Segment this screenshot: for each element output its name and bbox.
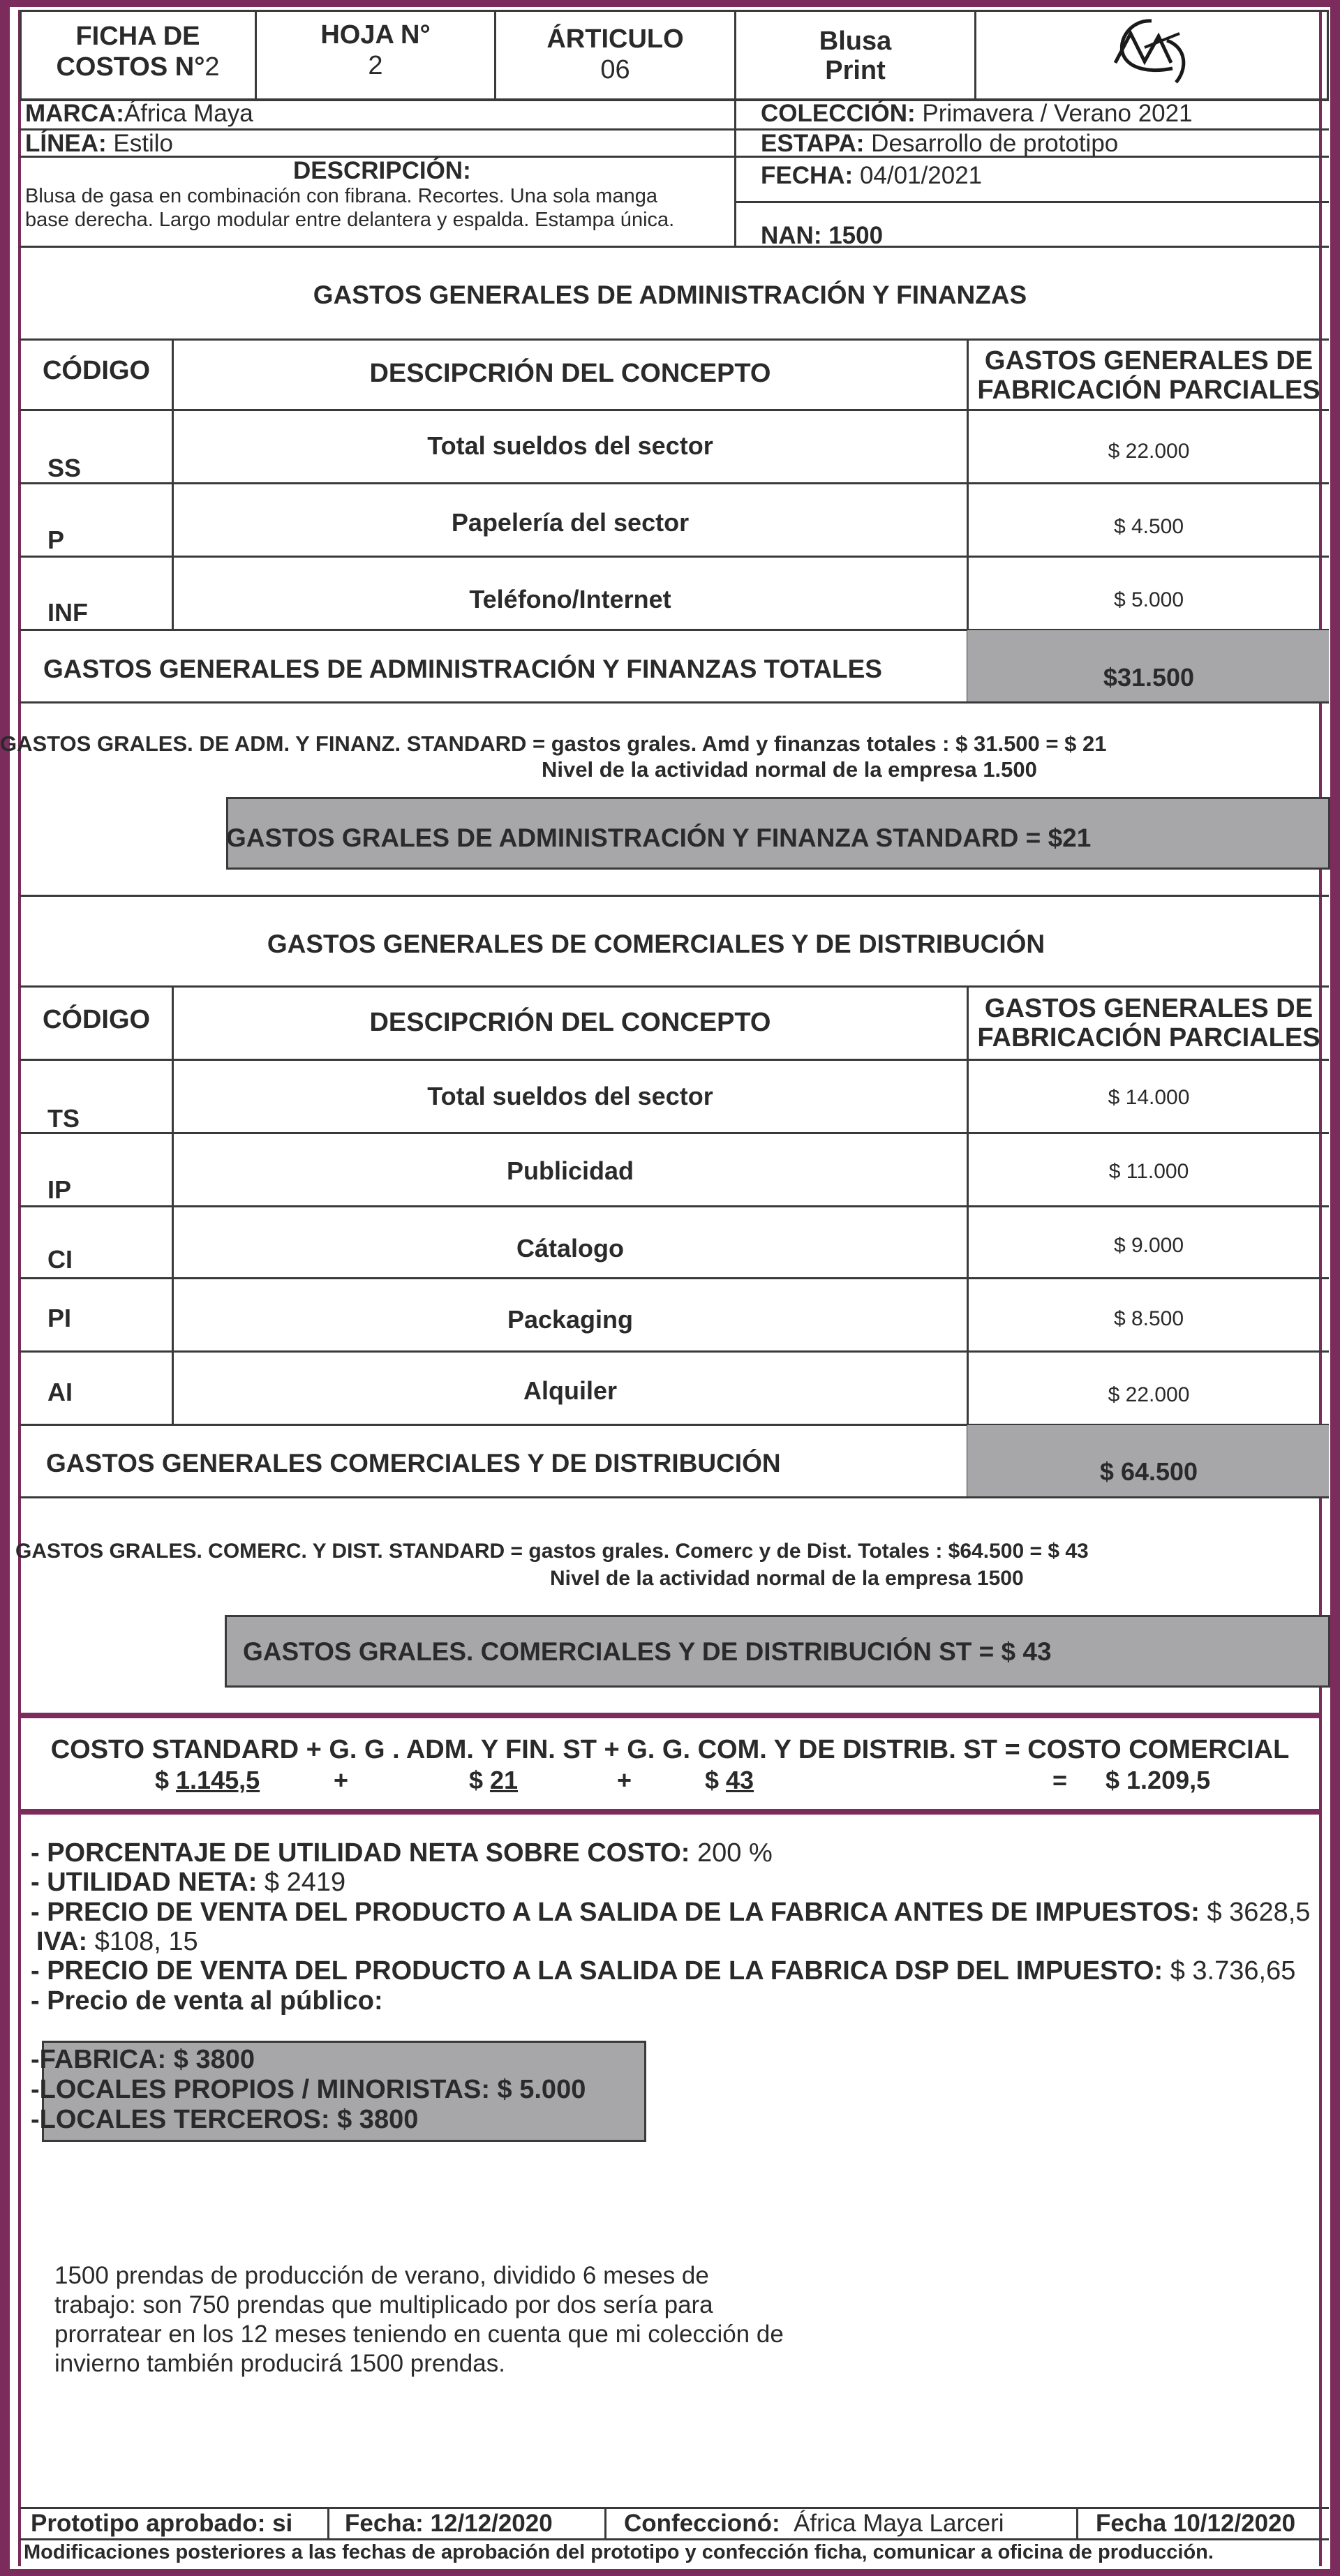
costo-v2: $ 21: [469, 1766, 519, 1794]
admin-col-code: CÓDIGO: [42, 356, 151, 385]
costo-plus: +: [617, 1766, 632, 1794]
divider: [20, 338, 1329, 341]
iva-value: $108, 15: [94, 1927, 198, 1956]
descripcion-line1: Blusa de gasa en combinación con fibrana. Recortes. Una sola manga: [25, 185, 657, 207]
ficha-line1: FICHA DE: [75, 22, 200, 51]
articulo-cell: [496, 24, 734, 85]
precio-publico-label: - Precio de venta al público:: [31, 1986, 383, 2016]
hoja-label: HOJA N°: [320, 20, 431, 50]
confecciono-label: Confeccionó:: [624, 2510, 780, 2537]
comercial-total-label: GASTOS GENERALES COMERCIALES Y DE DISTRIBUCIÓN: [46, 1449, 781, 1477]
costo-plus: +: [334, 1766, 349, 1794]
divider: [20, 1059, 1329, 1061]
precio-dsp-value: $ 3.736,65: [1170, 1956, 1296, 1986]
admin-row-code: P: [47, 526, 65, 554]
comercial-row-code: IP: [47, 1175, 72, 1204]
confecciono-value: África Maya Larceri: [794, 2510, 1004, 2537]
linea-value: Estilo: [113, 130, 173, 157]
costo-formula: COSTO STANDARD + G. G . ADM. Y FIN. ST + G. G. COM. Y DE DISTRIB. ST = COSTO COMERCIAL: [50, 1735, 1290, 1764]
costo-v1: $ 1.145,5: [155, 1766, 260, 1794]
divider: [604, 2507, 606, 2539]
utilidad-pct-label: - PORCENTAJE DE UTILIDAD NETA SOBRE COSTO:: [31, 1838, 690, 1868]
section-divider: [18, 1713, 1322, 1718]
precio-antes-value: $ 3628,5: [1207, 1898, 1311, 1927]
comercial-row-amount: $ 22.000: [1108, 1383, 1190, 1406]
iva-line: [36, 1926, 198, 1957]
admin-row-code: SS: [47, 454, 82, 482]
descripcion-line2: base derecha. Largo modular entre delantera y espalda. Estampa única.: [25, 209, 675, 231]
admin-row-amount: $ 5.000: [1113, 588, 1184, 611]
comercial-row-desc: Packaging: [507, 1305, 634, 1334]
costo-v2-value: 21: [490, 1766, 519, 1794]
footer-notice: Modificaciones posteriores a las fechas de aprobación del prototipo y confección ficha, comunicar a oficina de producción.: [24, 2541, 1214, 2563]
divider: [20, 409, 1329, 411]
coleccion-value: Primavera / Verano 2021: [922, 100, 1193, 127]
divider: [734, 201, 1329, 203]
articulo-value: 06: [600, 55, 630, 84]
coleccion-field: [761, 100, 1193, 128]
comercial-col-code: CÓDIGO: [42, 1005, 151, 1034]
retail-locales-propios-text: LOCALES PROPIOS / MINORISTAS: $ 5.000: [39, 2075, 586, 2104]
comercial-row-code: AI: [47, 1378, 73, 1406]
divider: [327, 2507, 329, 2539]
fecha-field: [761, 162, 982, 190]
costo-v3: $ 43: [705, 1766, 754, 1794]
admin-col-amount-line2: FABRICACIÓN PARCIALES: [977, 375, 1320, 405]
comercial-row-amount: $ 8.500: [1113, 1307, 1184, 1330]
comercial-row-code: PI: [47, 1304, 72, 1332]
linea-label: LÍNEA:: [25, 130, 107, 157]
admin-row-desc: Papelería del sector: [451, 508, 690, 537]
ficha-line2: [21, 52, 255, 82]
divider: [20, 1496, 1329, 1498]
admin-row-desc: Total sueldos del sector: [427, 431, 713, 460]
admin-row-code: INF: [47, 598, 88, 627]
precio-dsp-line: [31, 1956, 1295, 1986]
divider: [20, 895, 1329, 897]
etapa-value: Desarrollo de prototipo: [871, 130, 1119, 157]
comercial-col-amount-line1: GASTOS GENERALES DE: [984, 994, 1313, 1023]
comercial-formula-line2: Nivel de la actividad normal de la empresa 1500: [550, 1567, 1024, 1590]
iva-label: IVA:: [36, 1927, 88, 1956]
linea-field: [25, 130, 173, 158]
comercial-col-amount: [969, 994, 1329, 1052]
divider: [20, 128, 1329, 131]
precio-dsp-label: - PRECIO DE VENTA DEL PRODUCTO A LA SALIDA DE LA FABRICA DSP DEL IMPUESTO:: [31, 1956, 1163, 1986]
divider: [20, 156, 1329, 158]
divider: [734, 99, 736, 247]
marca-label: MARCA:: [25, 100, 124, 127]
comercial-section-title: GASTOS GENERALES DE COMERCIALES Y DE DISTRIBUCIÓN: [267, 930, 1045, 958]
comercial-row-desc: Alquiler: [523, 1376, 617, 1405]
admin-formula-line2: Nivel de la actividad normal de la empresa 1.500: [542, 757, 1037, 782]
divider: [20, 482, 1329, 484]
divider: [20, 246, 1329, 248]
comercial-row-amount: $ 9.000: [1113, 1234, 1184, 1257]
comercial-col-amount-line2: FABRICACIÓN PARCIALES: [977, 1023, 1320, 1052]
divider: [974, 10, 976, 100]
comercial-row-code: TS: [47, 1104, 80, 1133]
utilidad-value: $ 2419: [264, 1868, 346, 1897]
divider: [20, 2538, 1329, 2540]
costo-v1-value: 1.145,5: [176, 1766, 260, 1794]
confecciono-field: [624, 2510, 1004, 2538]
divider: [20, 1350, 1329, 1353]
nan-field: NAN: 1500: [761, 222, 884, 249]
admin-section-title: GASTOS GENERALES DE ADMINISTRACIÓN Y FINANZAS: [313, 281, 1027, 309]
comercial-row-desc: Total sueldos del sector: [427, 1082, 713, 1110]
section-divider: [18, 1809, 1322, 1815]
ficha-cell: [21, 21, 255, 82]
utilidad-pct-value: 200 %: [697, 1838, 773, 1868]
retail-locales-terceros: -LOCALES TERCEROS: $ 3800: [31, 2105, 419, 2134]
admin-col-amount: [969, 346, 1329, 405]
etapa-label: ESTAPA:: [761, 130, 865, 157]
brand-logo-icon: [1103, 13, 1207, 96]
comercial-col-desc: DESCIPCRIÓN DEL CONCEPTO: [369, 1008, 771, 1037]
comercial-row-amount: $ 11.000: [1108, 1160, 1189, 1183]
admin-formula-line1: GASTOS GRALES. DE ADM. Y FINANZ. STANDARD = gastos grales. Amd y finanzas totales : $ 31.500 = $ 21: [0, 731, 1107, 756]
divider: [20, 1277, 1329, 1279]
divider: [20, 701, 1329, 703]
etapa-field: [761, 130, 1118, 158]
fecha-label: FECHA:: [761, 162, 854, 189]
product-line1: Blusa: [819, 27, 892, 56]
divider: [20, 1132, 1329, 1134]
product-line2: Print: [825, 56, 886, 85]
retail-fabrica: -FABRICA: $ 3800: [31, 2045, 255, 2074]
divider: [20, 556, 1329, 558]
production-note: 1500 prendas de producción de verano, dividido 6 meses de trabajo: son 750 prendas que multiplicado por dos sería para prorratear en los 12 meses teniendo en cuenta que mi colección de invierno también producirá 1500 prendas.: [54, 2262, 784, 2377]
fecha-confeccion: Fecha 10/12/2020: [1096, 2510, 1296, 2537]
ficha-label: COSTOS N°: [56, 52, 205, 82]
retail-fabrica-text: FABRICA: $ 3800: [39, 2045, 255, 2074]
admin-total-value: $31.500: [1103, 663, 1195, 692]
divider: [20, 985, 1329, 988]
retail-locales-propios: -LOCALES PROPIOS / MINORISTAS: $ 5.000: [31, 2075, 586, 2104]
precio-antes-label: - PRECIO DE VENTA DEL PRODUCTO A LA SALIDA DE LA FABRICA ANTES DE IMPUESTOS:: [31, 1898, 1200, 1927]
comercial-formula-line1: GASTOS GRALES. COMERC. Y DIST. STANDARD = gastos grales. Comerc y de Dist. Totales : $64.500 = $ 43: [15, 1540, 1089, 1563]
prototipo-aprobado: Prototipo aprobado: si: [31, 2510, 293, 2537]
admin-col-desc: DESCIPCRIÓN DEL CONCEPTO: [369, 359, 771, 388]
admin-row-amount: $ 4.500: [1113, 515, 1184, 538]
fecha-aprobacion: Fecha: 12/12/2020: [345, 2510, 553, 2537]
comercial-row-desc: Cátalogo: [516, 1234, 624, 1263]
costo-v3-value: 43: [726, 1766, 754, 1794]
comercial-row-code: CI: [47, 1245, 73, 1274]
hoja-cell: [257, 20, 494, 81]
comercial-total-value: $ 64.500: [1099, 1457, 1198, 1486]
admin-total-label: GASTOS GENERALES DE ADMINISTRACIÓN Y FINANZAS TOTALES: [43, 655, 882, 683]
admin-standard-text: GASTOS GRALES DE ADMINISTRACIÓN Y FINANZA STANDARD = $21: [226, 824, 1092, 852]
retail-locales-terceros-text: LOCALES TERCEROS: $ 3800: [39, 2105, 419, 2134]
coleccion-label: COLECCIÓN:: [761, 100, 916, 127]
admin-row-desc: Teléfono/Internet: [469, 585, 671, 613]
utilidad-pct-line: [31, 1838, 773, 1868]
comercial-row-desc: Publicidad: [506, 1156, 634, 1185]
divider: [1076, 2507, 1078, 2539]
product-cell: [736, 27, 974, 85]
divider: [172, 985, 174, 1425]
costo-result: $ 1.209,5: [1106, 1766, 1211, 1794]
comercial-standard-text: GASTOS GRALES. COMERCIALES Y DE DISTRIBUCIÓN ST = $ 43: [243, 1637, 1052, 1666]
precio-antes-line: [31, 1897, 1310, 1928]
descripcion-text: [25, 184, 674, 232]
marca-value: África Maya: [124, 100, 253, 127]
utilidad-label: - UTILIDAD NETA:: [31, 1868, 258, 1897]
descripcion-label: DESCRIPCIÓN:: [293, 157, 471, 184]
costo-equals: =: [1052, 1766, 1068, 1794]
admin-col-amount-line1: GASTOS GENERALES DE: [984, 346, 1313, 375]
utilidad-line: [31, 1867, 345, 1898]
divider: [20, 1205, 1329, 1207]
hoja-value: 2: [368, 51, 383, 80]
articulo-label: ÁRTICULO: [546, 24, 684, 54]
marca-field: [25, 100, 253, 128]
divider: [20, 2507, 1329, 2509]
admin-row-amount: $ 22.000: [1108, 440, 1190, 463]
comercial-row-amount: $ 14.000: [1108, 1086, 1190, 1109]
ficha-number: 2: [204, 52, 220, 82]
fecha-value: 04/01/2021: [859, 162, 983, 189]
